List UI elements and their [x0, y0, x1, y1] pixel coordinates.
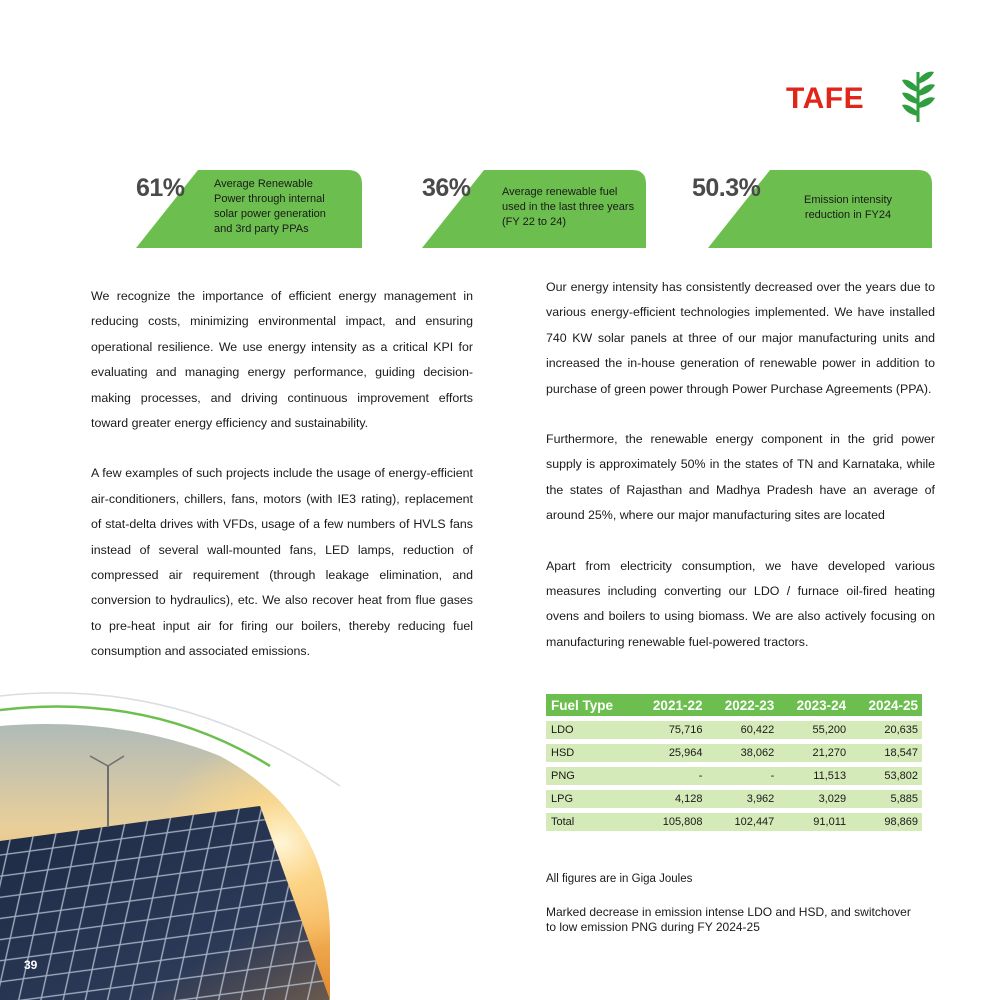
- table-cell: -: [706, 767, 778, 785]
- kpi-value: 61%: [136, 174, 185, 202]
- table-cell: LPG: [546, 790, 635, 808]
- table-cell: LDO: [546, 721, 635, 739]
- kpi-label-line: Average Renewable: [214, 178, 313, 190]
- table-header-cell: Fuel Type: [546, 694, 635, 716]
- kpi-label-line: solar power generation: [214, 208, 326, 220]
- kpi-label: [502, 185, 634, 230]
- table-header-cell: 2024-25: [850, 694, 922, 716]
- table-header-cell: 2022-23: [706, 694, 778, 716]
- table-row: [546, 744, 922, 762]
- table-header-cell: 2023-24: [778, 694, 850, 716]
- kpi-label-line: and 3rd party PPAs: [214, 223, 309, 235]
- kpi-value: 50.3%: [692, 174, 761, 202]
- table-row: [546, 790, 922, 808]
- table-header-cell: 2021-22: [635, 694, 707, 716]
- kpi-value: 36%: [422, 174, 471, 202]
- kpi-emission-intensity: [692, 170, 932, 248]
- kpi-renewable-power: [136, 170, 362, 248]
- table-cell: 53,802: [850, 767, 922, 785]
- table-cell: 38,062: [706, 744, 778, 762]
- table-cell: 4,128: [635, 790, 707, 808]
- table-row: [546, 767, 922, 785]
- kpi-label: [804, 193, 892, 223]
- paragraph: We recognize the importance of efficient energy management in reducing costs, minimizing environmental impact, and ensuring operational resilience. We use energy intensity as a critical KPI for evaluating and managing energy performance, guiding decision-making processes, and driving continuous improvement efforts toward greater energy efficiency and sustainability.: [91, 289, 473, 431]
- table-cell: 20,635: [850, 721, 922, 739]
- summary-line: Marked decrease in emission intense LDO and HSD, and switchover: [546, 905, 911, 919]
- logo-wordmark: TAFE: [786, 82, 865, 115]
- table-cell: Total: [546, 813, 635, 831]
- units-note: All figures are in Giga Joules: [546, 873, 693, 885]
- table-cell: 75,716: [635, 721, 707, 739]
- solar-panel-photo: [0, 686, 360, 1000]
- kpi-label: [214, 177, 326, 237]
- leaf-icon: [900, 68, 936, 124]
- table-cell: 98,869: [850, 813, 922, 831]
- kpi-label-line: Emission intensity: [804, 194, 893, 206]
- right-column: [546, 275, 935, 655]
- kpi-label-line: reduction in FY24: [804, 209, 892, 221]
- table-cell: PNG: [546, 767, 635, 785]
- kpi-label-line: (FY 22 to 24): [502, 216, 566, 228]
- kpi-label-line: Power through internal: [214, 193, 325, 205]
- fuel-consumption-table: [546, 689, 922, 836]
- table-cell: 21,270: [778, 744, 850, 762]
- table-header-row: [546, 694, 922, 716]
- table-cell: 5,885: [850, 790, 922, 808]
- table-cell: 25,964: [635, 744, 707, 762]
- table-cell: -: [635, 767, 707, 785]
- kpi-label-line: Average renewable fuel: [502, 186, 618, 198]
- paragraph: Apart from electricity consumption, we have developed various measures including converting our LDO / furnace oil-fired heating ovens and boilers to using biomass. We are also actively focusing on manufacturing renewable fuel-powered tractors.: [546, 558, 935, 649]
- table-cell: 11,513: [778, 767, 850, 785]
- table-cell: HSD: [546, 744, 635, 762]
- left-column: [91, 284, 473, 665]
- tafe-logo: [786, 68, 936, 124]
- table-cell: 91,011: [778, 813, 850, 831]
- table-cell: 105,808: [635, 813, 707, 831]
- paragraph: Furthermore, the renewable energy component in the grid power supply is approximately 50% in the states of TN and Karnataka, while the states of Rajasthan and Madhya Pradesh have an average of around 25%, where our major manufacturing sites are located: [546, 432, 935, 523]
- table-cell: 55,200: [778, 721, 850, 739]
- table-cell: 60,422: [706, 721, 778, 739]
- kpi-renewable-fuel: [422, 170, 646, 248]
- summary-note: [546, 905, 911, 935]
- table-cell: 3,962: [706, 790, 778, 808]
- table-row: [546, 721, 922, 739]
- table-row: [546, 813, 922, 831]
- paragraph: A few examples of such projects include the usage of energy-efficient air-conditioners, chillers, fans, motors (with IE3 rating), replacement of stat-delta drives with VFDs, usage of a few numbers of HVLS fans instead of several wall-mounted fans, LED lamps, reduction of compressed air requirement (through leakage elimination, and conversion to hydraulics), etc. We also recover heat from flue gases to pre-heat input air for firing our boilers, thereby reducing fuel consumption and associated emissions.: [91, 466, 473, 659]
- table-cell: 18,547: [850, 744, 922, 762]
- paragraph: Our energy intensity has consistently decreased over the years due to various energy-efficient technologies implemented. We have installed 740 KW solar panels at three of our major manufacturing units and increased the in-house generation of renewable power in addition to purchase of green power through Power Purchase Agreements (PPA).: [546, 280, 935, 396]
- table-cell: 102,447: [706, 813, 778, 831]
- table-cell: 3,029: [778, 790, 850, 808]
- kpi-label-line: used in the last three years: [502, 201, 635, 213]
- page-number: 39: [24, 958, 38, 972]
- summary-line: to low emission PNG during FY 2024-25: [546, 920, 760, 934]
